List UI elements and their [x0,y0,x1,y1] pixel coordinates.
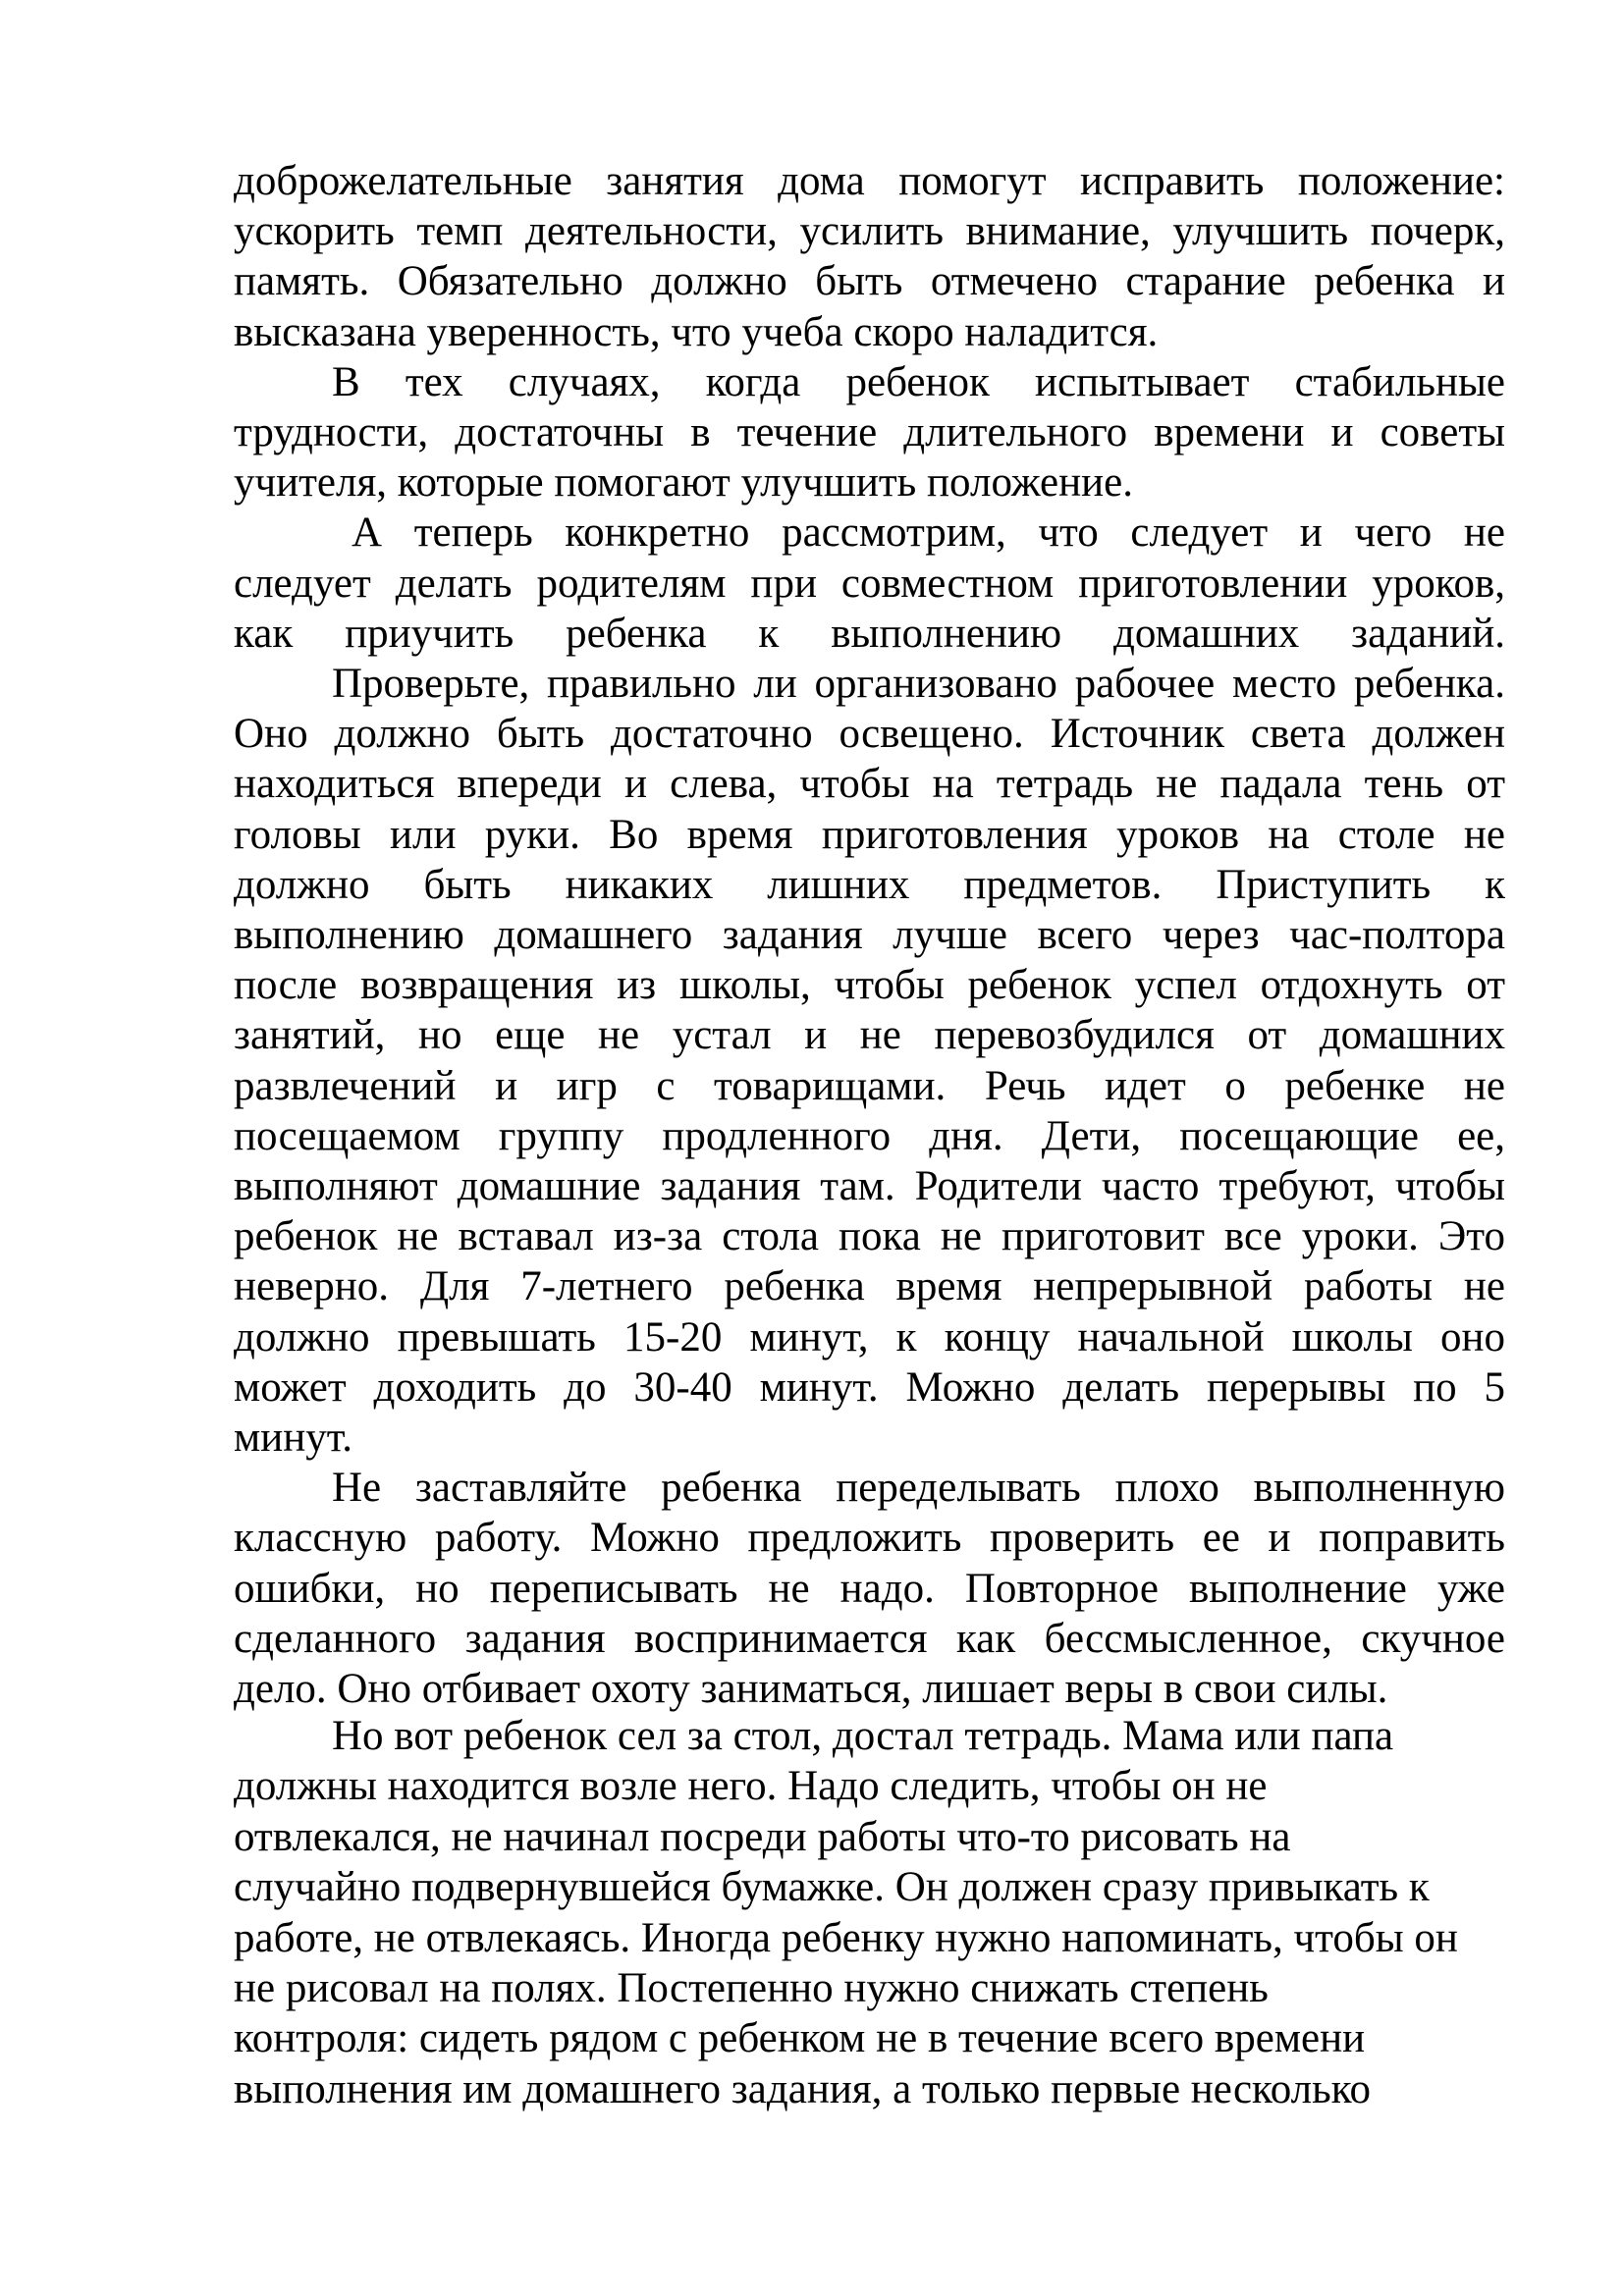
text-line: высказана уверенность, что учеба скоро наладится. [234,308,1159,355]
text-line: доброжелательные занятия дома помогут исправить положение: [234,158,1505,204]
text-line: занятий, но еще не устал и не перевозбудился от домашних [234,1012,1505,1059]
text-line: головы или руки. Во время приготовления уроков на столе не [234,811,1505,858]
text-line: контроля: сидеть рядом с ребенком не в течение всего времени [234,2015,1366,2062]
text-line: Но вот ребенок сел за стол, достал тетрадь. Мама или папа [332,1713,1394,1759]
text-line: выполняют домашние задания там. Родители часто требуют, чтобы [234,1163,1505,1209]
text-line: выполнению домашнего задания лучше всего через час-полтора [234,912,1505,958]
text-line: работе, не отвлекаясь. Иногда ребенку нужно напоминать, чтобы он [234,1914,1458,1961]
text-line: должно превышать 15-20 минут, к концу начальной школы оно [234,1313,1505,1361]
text-line: посещаемом группу продленного дня. Дети, посещающие ее, [234,1112,1505,1159]
text-line: минут. [234,1415,353,1461]
text-line: случайно подвернувшейся бумажке. Он должен сразу привыкать к [234,1864,1430,1911]
text-line: А теперь конкретно рассмотрим, что следует и чего не [352,509,1505,557]
text-line: находиться впереди и слева, чтобы на тетрадь не падала тень от [234,761,1505,808]
text-line: трудности, достаточны в течение длительного времени и советы [234,409,1505,455]
text-line: ребенок не вставал из-за стола пока не приготовит все уроки. Это [234,1213,1505,1260]
text-line: отвлекался, не начинал посреди работы что-то рисовать на [234,1813,1291,1860]
text-line: Оно должно быть достаточно освещено. Источник света должен [234,711,1505,758]
text-line: учителя, которые помогают улучшить положение. [234,459,1133,507]
text-line: может доходить до 30-40 минут. Можно делать перерывы по 5 [234,1363,1505,1411]
text-line: после возвращения из школы, чтобы ребенок успел отдохнуть от [234,962,1505,1009]
text-line: следует делать родителям при совместном приготовлении уроков, [234,560,1505,607]
text-line: не рисовал на полях. Постепенно нужно снижать степень [234,1965,1269,2011]
text-line: сделанного задания воспринимается как бессмысленное, скучное [234,1615,1505,1662]
text-line: Не заставляйте ребенка переделывать плохо выполненную [332,1465,1505,1512]
text-line: неверно. Для 7-летнего ребенка время непрерывной работы не [234,1263,1505,1310]
text-line: ускорить темп деятельности, усилить внимание, улучшить почерк, [234,208,1505,255]
text-line: классную работу. Можно предложить проверить ее и поправить [234,1515,1505,1562]
text-line: развлечений и игр с товарищами. Речь идет о ребенке не [234,1062,1505,1109]
text-line: должны находится возле него. Надо следить, чтобы он не [234,1763,1268,1810]
text-line: В тех случаях, когда ребенок испытывает стабильные [332,358,1505,405]
text-line: ошибки, но переписывать не надо. Повторное выполнение уже [234,1565,1505,1612]
text-line: Проверьте, правильно ли организовано рабочее место ребенка. [332,661,1505,707]
text-line: должно быть никаких лишних предметов. Приступить к [234,861,1505,908]
text-line: как приучить ребенка к выполнению домашних заданий. [234,610,1505,657]
text-line: выполнения им домашнего задания, а только первые несколько [234,2065,1371,2112]
text-line: память. Обязательно должно быть отмечено старание ребенка и [234,258,1505,305]
text-line: дело. Оно отбивает охоту заниматься, лишает веры в свои силы. [234,1666,1388,1712]
